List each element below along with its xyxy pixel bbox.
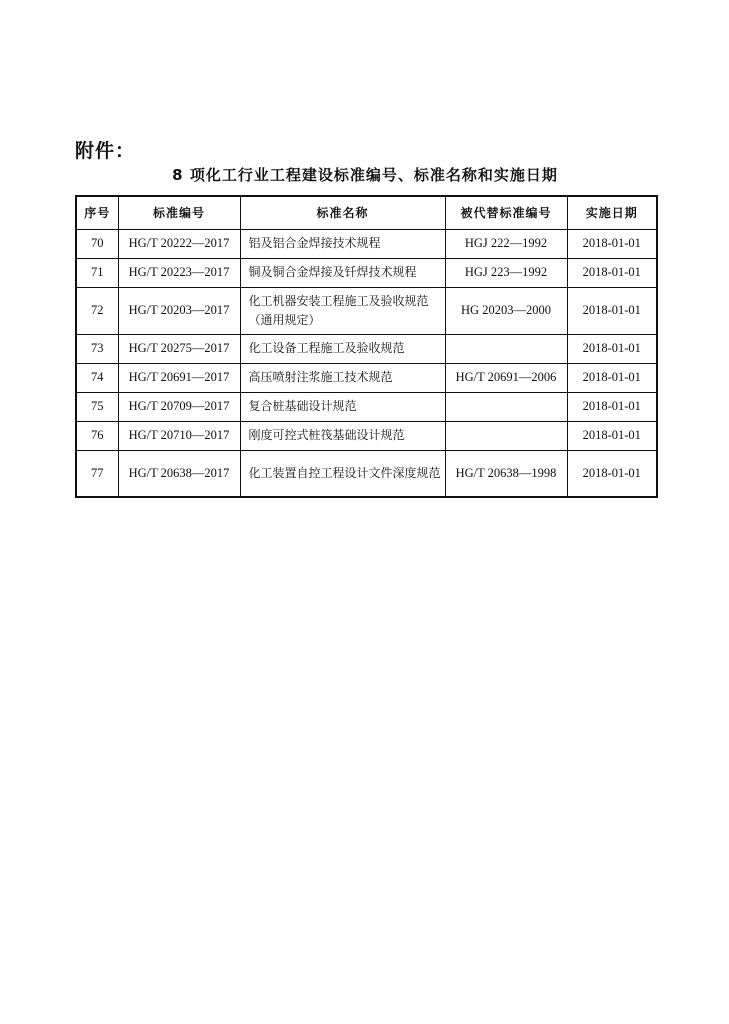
table-header-row xyxy=(76,196,657,229)
cell-serial-number: 71 xyxy=(76,258,118,287)
header-standard-code: 标准编号 xyxy=(118,196,240,229)
cell-standard-name: 复合桩基础设计规范 xyxy=(240,392,445,421)
cell-standard-code: HG/T 20222—2017 xyxy=(118,229,240,258)
table-row xyxy=(76,229,657,258)
cell-standard-code: HG/T 20223—2017 xyxy=(118,258,240,287)
cell-replaced-standard xyxy=(445,392,567,421)
cell-standard-name: 化工设备工程施工及验收规范 xyxy=(240,334,445,363)
cell-effective-date: 2018-01-01 xyxy=(567,287,657,334)
cell-serial-number: 75 xyxy=(76,392,118,421)
cell-serial-number: 74 xyxy=(76,363,118,392)
cell-standard-code: HG/T 20638—2017 xyxy=(118,450,240,497)
header-serial-number: 序号 xyxy=(76,196,118,229)
cell-standard-code: HG/T 20691—2017 xyxy=(118,363,240,392)
table-row xyxy=(76,392,657,421)
table-row xyxy=(76,334,657,363)
header-effective-date: 实施日期 xyxy=(567,196,657,229)
cell-standard-name: 化工机器安装工程施工及验收规范（通用规定） xyxy=(240,287,445,334)
table-row xyxy=(76,421,657,450)
cell-replaced-standard: HG 20203—2000 xyxy=(445,287,567,334)
cell-standard-code: HG/T 20275—2017 xyxy=(118,334,240,363)
cell-replaced-standard xyxy=(445,421,567,450)
table-row xyxy=(76,450,657,497)
cell-serial-number: 73 xyxy=(76,334,118,363)
cell-standard-name: 刚度可控式桩筏基础设计规范 xyxy=(240,421,445,450)
cell-standard-name: 高压喷射注浆施工技术规范 xyxy=(240,363,445,392)
cell-effective-date: 2018-01-01 xyxy=(567,363,657,392)
cell-replaced-standard: HGJ 223—1992 xyxy=(445,258,567,287)
cell-standard-code: HG/T 20710—2017 xyxy=(118,421,240,450)
cell-standard-name: 铝及铝合金焊接技术规程 xyxy=(240,229,445,258)
cell-effective-date: 2018-01-01 xyxy=(567,334,657,363)
header-replaced-standard: 被代替标准编号 xyxy=(445,196,567,229)
cell-serial-number: 77 xyxy=(76,450,118,497)
cell-replaced-standard xyxy=(445,334,567,363)
cell-effective-date: 2018-01-01 xyxy=(567,421,657,450)
cell-serial-number: 72 xyxy=(76,287,118,334)
cell-replaced-standard: HG/T 20638—1998 xyxy=(445,450,567,497)
cell-effective-date: 2018-01-01 xyxy=(567,229,657,258)
header-standard-name: 标准名称 xyxy=(240,196,445,229)
cell-effective-date: 2018-01-01 xyxy=(567,450,657,497)
cell-replaced-standard: HG/T 20691—2006 xyxy=(445,363,567,392)
document-title: 8 项化工行业工程建设标准编号、标准名称和实施日期 xyxy=(172,166,558,184)
cell-serial-number: 76 xyxy=(76,421,118,450)
table-row xyxy=(76,363,657,392)
cell-standard-name: 铜及铜合金焊接及钎焊技术规程 xyxy=(240,258,445,287)
attachment-label: 附件： xyxy=(75,140,136,162)
cell-standard-code: HG/T 20203—2017 xyxy=(118,287,240,334)
cell-serial-number: 70 xyxy=(76,229,118,258)
cell-standard-code: HG/T 20709—2017 xyxy=(118,392,240,421)
cell-standard-name: 化工装置自控工程设计文件深度规范 xyxy=(240,450,445,497)
table-row xyxy=(76,287,657,334)
cell-replaced-standard: HGJ 222—1992 xyxy=(445,229,567,258)
standards-table xyxy=(75,195,658,498)
cell-effective-date: 2018-01-01 xyxy=(567,392,657,421)
cell-effective-date: 2018-01-01 xyxy=(567,258,657,287)
table-row xyxy=(76,258,657,287)
